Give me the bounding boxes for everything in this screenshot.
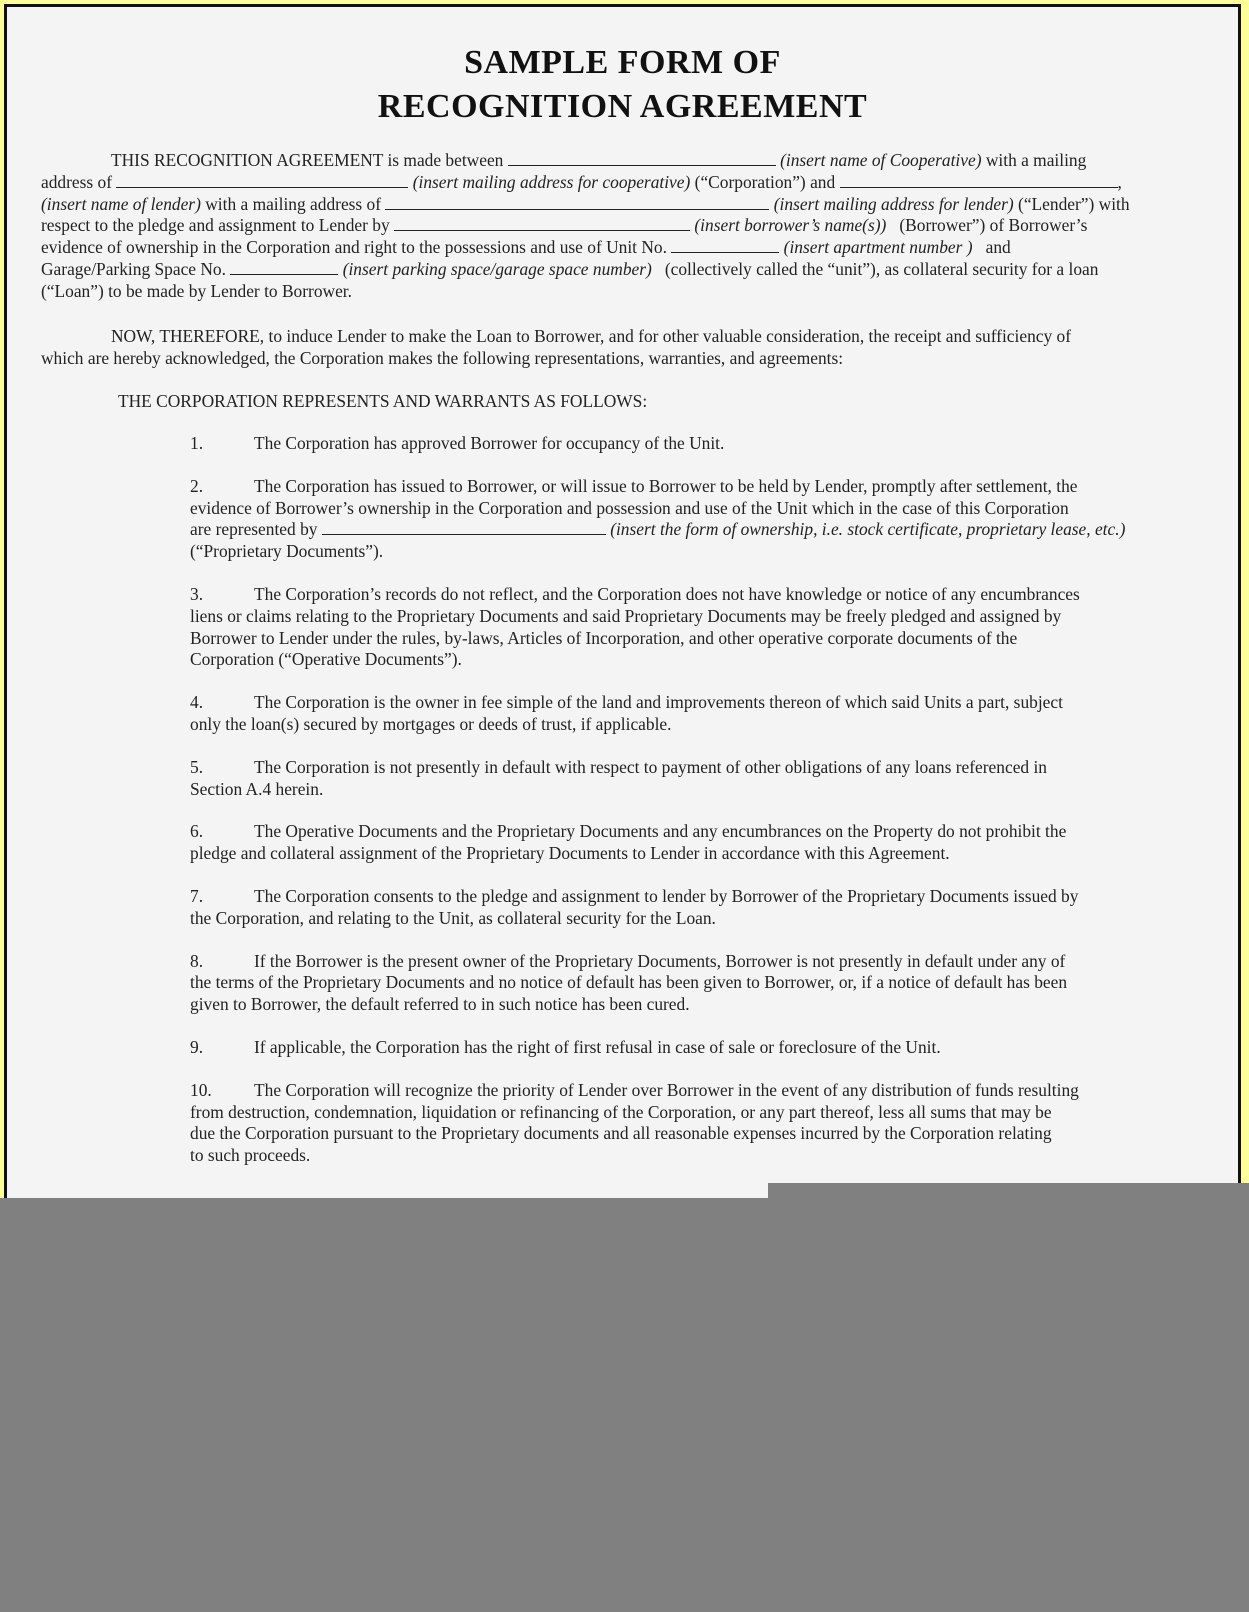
intro-text: respect to the pledge and assignment to Lender by	[41, 215, 390, 236]
paragraph-line: which are hereby acknowledged, the Corporation makes the following representations, warranties, and agreements:	[41, 347, 844, 368]
item-number: 9.	[190, 1036, 204, 1057]
item-text: evidence of Borrower’s ownership in the Corporation and possession and use of the Unit which in the case of this Corporation	[190, 497, 1069, 518]
borrower-name-blank	[394, 216, 690, 231]
intro-text: (“Corporation”) and	[694, 171, 836, 192]
title-line-2: RECOGNITION AGREEMENT	[377, 88, 868, 125]
cooperative-name-blank	[508, 151, 776, 166]
item-text: liens or claims relating to the Proprietary Documents and said Proprietary Documents may be freely pledged and assigned by	[190, 605, 1062, 626]
item-number: 5.	[190, 756, 204, 777]
document-title	[7, 41, 1238, 129]
item-text: The Corporation has issued to Borrower, or will issue to Borrower to be held by Lender, promptly after settlement, the	[254, 475, 1078, 496]
intro-text: THIS RECOGNITION AGREEMENT is made between	[111, 150, 504, 170]
item-number: 6.	[190, 821, 204, 842]
item-number: 7.	[190, 885, 204, 906]
item-text: The Operative Documents and the Proprietary Documents and any encumbrances on the Property do not prohibit the	[254, 821, 1067, 842]
instruction-text: (insert borrower’s name(s))	[694, 215, 887, 236]
item-text: only the loan(s) secured by mortgages or deeds of trust, if applicable.	[190, 713, 672, 734]
item-text: (“Proprietary Documents”).	[190, 541, 384, 562]
list-item	[190, 692, 1190, 736]
intro-text: ,	[1117, 171, 1122, 192]
item-text: due the Corporation pursuant to the Proprietary documents and all reasonable expenses incurred by the Corporation relating	[190, 1123, 1052, 1144]
lender-address-blank	[385, 195, 769, 210]
item-text: Corporation (“Operative Documents”).	[190, 649, 462, 670]
item-text: given to Borrower, the default referred to in such notice has been cured.	[190, 994, 690, 1015]
intro-text: (“Loan”) to be made by Lender to Borrower.	[41, 280, 352, 301]
title-line-1: SAMPLE FORM OF	[464, 44, 781, 81]
item-number: 3.	[190, 583, 204, 604]
item-text: If the Borrower is the present owner of the Proprietary Documents, Borrower is not presently in default under any of	[254, 950, 1066, 971]
instruction-text: (insert the form of ownership, i.e. stock certificate, proprietary lease, etc.)	[610, 519, 1126, 540]
intro-text: (collectively called the “unit”), as collateral security for a loan	[664, 258, 1099, 279]
item-number: 10.	[190, 1079, 212, 1100]
ownership-form-blank	[322, 520, 606, 535]
instruction-text: (insert mailing address for lender)	[773, 193, 1014, 214]
item-text: the terms of the Proprietary Documents and no notice of default has been given to Borrower, or, if a notice of default has been	[190, 972, 1068, 993]
item-text: are represented by	[190, 519, 318, 540]
item-text: pledge and collateral assignment of the Proprietary Documents to Lender in accordance with this Agreement.	[190, 843, 950, 864]
representations-list	[190, 433, 1190, 1188]
intro-text: Garage/Parking Space No.	[41, 258, 226, 279]
item-text: If applicable, the Corporation has the right of first refusal in case of sale or foreclosure of the Unit.	[254, 1036, 941, 1057]
section-heading: THE CORPORATION REPRESENTS AND WARRANTS AS FOLLOWS:	[118, 391, 648, 411]
intro-text: (“Lender”) with	[1018, 193, 1130, 214]
occluding-gray-block	[0, 1198, 1249, 1612]
document-page	[4, 4, 1241, 1200]
item-number: 4.	[190, 692, 204, 713]
intro-text: (Borrower”) of Borrower’s	[899, 215, 1088, 236]
intro-text: with a mailing address of	[205, 193, 382, 214]
item-text: from destruction, condemnation, liquidation or refinancing of the Corporation, or any part thereof, less all sums that may be	[190, 1101, 1052, 1122]
list-item	[190, 476, 1190, 563]
intro-text: and	[985, 237, 1011, 258]
unit-number-blank	[671, 238, 779, 253]
list-item	[190, 757, 1190, 801]
item-text: The Corporation has approved Borrower for occupancy of the Unit.	[254, 433, 725, 453]
now-therefore-paragraph	[41, 326, 1221, 370]
list-item	[190, 433, 1190, 455]
instruction-text: (insert apartment number )	[783, 237, 973, 258]
item-text: to such proceeds.	[190, 1145, 311, 1166]
intro-text: evidence of ownership in the Corporation and right to the possessions and use of Unit No.	[41, 237, 667, 258]
list-item	[190, 821, 1190, 865]
item-number: 1.	[190, 433, 204, 453]
item-text: Borrower to Lender under the rules, by-laws, Articles of Incorporation, and other operative corporate documents of the	[190, 627, 1018, 648]
instruction-text: (insert parking space/garage space number)	[342, 258, 652, 279]
lender-name-blank	[840, 173, 1118, 188]
item-text: The Corporation is not presently in default with respect to payment of other obligations of any loans referenced in	[254, 756, 1047, 777]
instruction-text: (insert name of lender)	[41, 193, 201, 214]
list-item	[190, 886, 1190, 930]
intro-paragraph	[41, 150, 1221, 303]
instruction-text: (insert name of Cooperative)	[780, 150, 982, 170]
instruction-text: (insert mailing address for cooperative)	[412, 171, 691, 192]
paragraph-line: NOW, THEREFORE, to induce Lender to make the Loan to Borrower, and for other valuable consideration, the receipt and sufficiency of	[111, 326, 1072, 346]
list-item	[190, 1080, 1190, 1167]
item-number: 8.	[190, 950, 204, 971]
cooperative-address-blank	[116, 173, 408, 188]
item-text: The Corporation will recognize the priority of Lender over Borrower in the event of any distribution of funds resulting	[254, 1079, 1079, 1100]
item-text: The Corporation’s records do not reflect, and the Corporation does not have knowledge or notice of any encumbrances	[254, 583, 1080, 604]
list-item	[190, 1037, 1190, 1059]
list-item	[190, 584, 1190, 671]
item-text: Section A.4 herein.	[190, 778, 324, 799]
item-number: 2.	[190, 475, 204, 496]
item-text: The Corporation consents to the pledge and assignment to lender by Borrower of the Proprietary Documents issued by	[254, 885, 1079, 906]
item-text: the Corporation, and relating to the Unit, as collateral security for the Loan.	[190, 907, 716, 928]
parking-space-blank	[230, 260, 338, 275]
list-item	[190, 951, 1190, 1016]
intro-text: address of	[41, 171, 112, 192]
item-text: The Corporation is the owner in fee simple of the land and improvements thereon of which said Units a part, subject	[254, 692, 1063, 713]
intro-text: with a mailing	[985, 150, 1087, 170]
